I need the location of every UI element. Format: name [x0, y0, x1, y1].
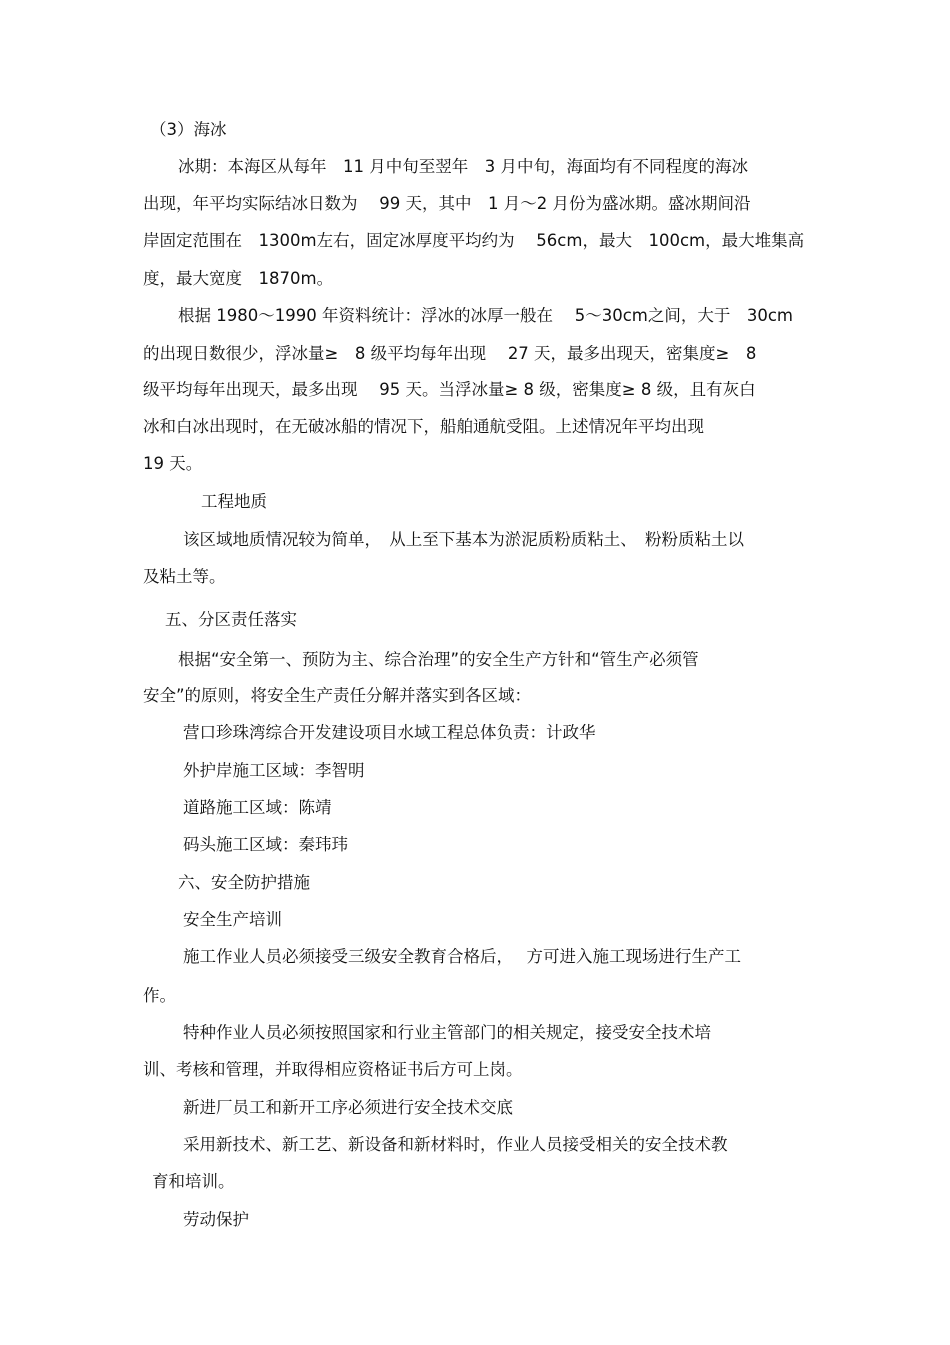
text-line: 道路施工区域：陈靖 [183, 798, 332, 817]
text-line: 育和培训。 [152, 1172, 235, 1191]
text-line: 出现，年平均实际结冰日数为 99 天，其中 1 月～2 月份为盛冰期。盛冰期间沿 [143, 194, 751, 213]
text-line: 岸固定范围在 1300m左右，固定冰厚度平均约为 56cm，最大 100cm，最大堆集高 [143, 231, 805, 250]
subsection-heading: 安全生产培训 [183, 910, 282, 929]
section-heading: 工程地质 [201, 492, 267, 511]
text-line: 根据“安全第一、预防为主、综合治理”的安全生产方针和“管生产必须管 [178, 650, 699, 669]
text-line: 采用新技术、新工艺、新设备和新材料时，作业人员接受相关的安全技术教 [183, 1135, 728, 1154]
text-line: 该区域地质情况较为简单， 从上至下基本为淤泥质粉质粘土、 粉粉质粘土以 [183, 530, 744, 549]
text-line: 码头施工区域：秦玮玮 [183, 835, 348, 854]
section-heading: 五、分区责任落实 [165, 610, 297, 629]
text-line: 19 天。 [143, 454, 203, 473]
text-line: 冰和白冰出现时，在无破冰船的情况下，船舶通航受阻。上述情况年平均出现 [143, 417, 704, 436]
text-line: 外护岸施工区域：李智明 [183, 761, 365, 780]
text-line: 训、考核和管理，并取得相应资格证书后方可上岗。 [143, 1060, 523, 1079]
text-line: 新进厂员工和新开工序必须进行安全技术交底 [183, 1098, 513, 1117]
text-line: 级平均每年出现天，最多出现 95 天。当浮冰量≥ 8 级，密集度≥ 8 级，且有灰白 [143, 380, 756, 399]
section-heading: 六、安全防护措施 [178, 873, 310, 892]
text-line: 特种作业人员必须按照国家和行业主管部门的相关规定，接受安全技术培 [183, 1023, 711, 1042]
text-line: 作。 [143, 986, 176, 1005]
text-line: 根据 1980～1990 年资料统计：浮冰的冰厚一般在 5～30cm之间，大于 30cm [178, 306, 793, 325]
text-line: （3）海冰 [150, 120, 227, 139]
text-line: 度，最大宽度 1870m。 [143, 269, 334, 288]
subsection-heading: 劳动保护 [183, 1210, 249, 1229]
text-line: 及粘土等。 [143, 567, 226, 586]
text-line: 的出现日数很少，浮冰量≥ 8 级平均每年出现 27 天，最多出现天，密集度≥ 8 [143, 344, 757, 363]
text-line: 安全”的原则，将安全生产责任分解并落实到各区域： [143, 686, 532, 705]
text-line: 施工作业人员必须接受三级安全教育合格后， 方可进入施工现场进行生产工 [183, 947, 741, 966]
text-line: 冰期：本海区从每年 11 月中旬至翌年 3 月中旬，海面均有不同程度的海冰 [178, 157, 748, 176]
text-line: 营口珍珠湾综合开发建设项目水域工程总体负责：计政华 [183, 723, 596, 742]
